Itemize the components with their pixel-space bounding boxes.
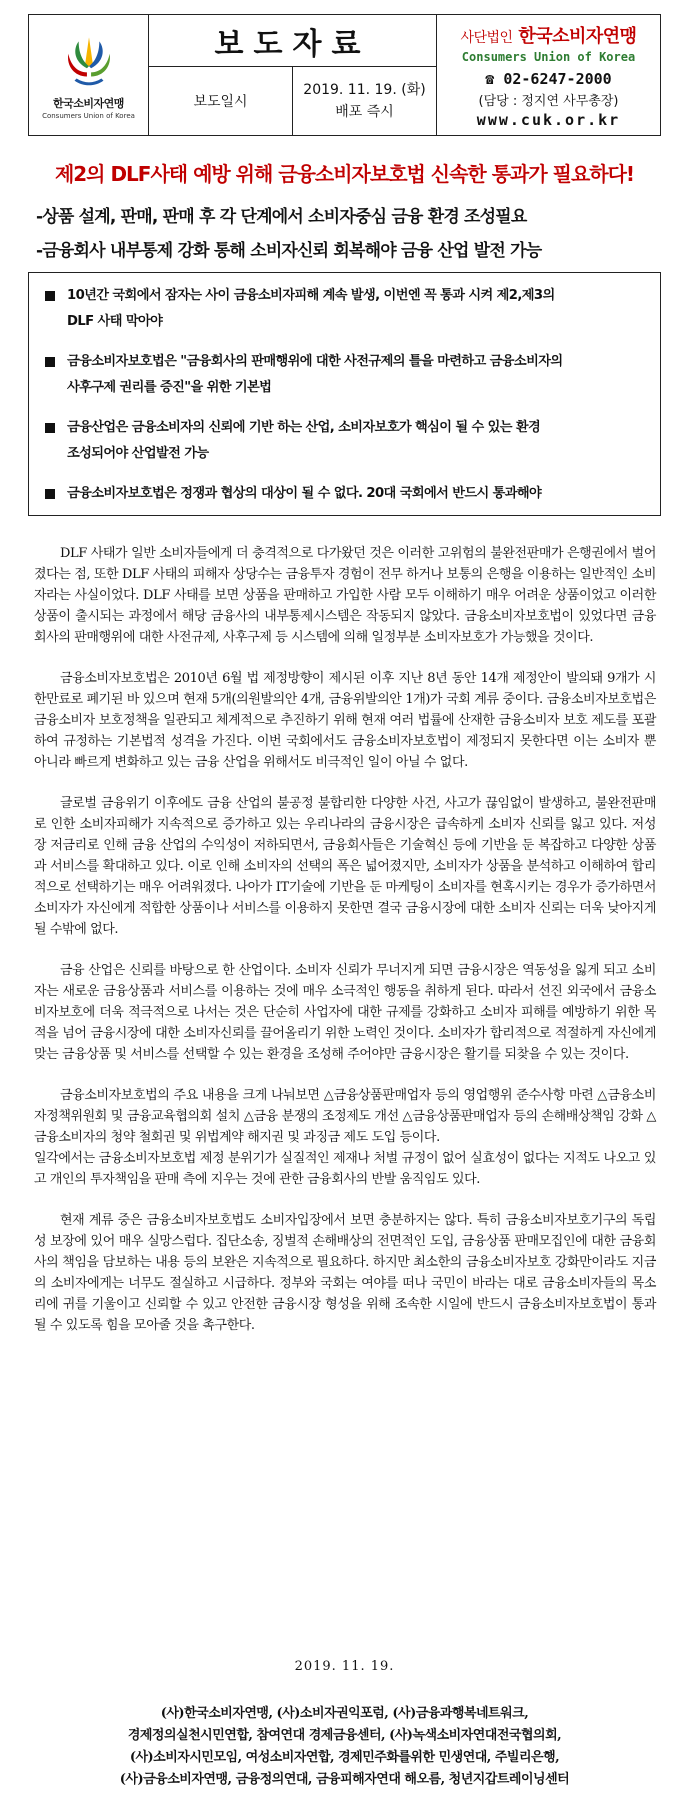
closing-date: 2019. 11. 19. (294, 1659, 395, 1674)
logo-name-ko: 한국소비자연맹 (53, 96, 124, 110)
summary-box (28, 272, 661, 516)
body-paragraph: 현재 계류 중은 금융소비자보호법도 소비자입장에서 보면 충분하지는 않다. 특히 금융소비자보호기구의 독립성 보장에 있어 매우 실망스럽다. 집단소송, 징벌적 손해배상의 전면적인 도입, 금융상품 판매모집인에 대한 금융회사의 책임을 담보하는 내용 등의 보완은 지속적으로 필요하다. 하지만 최소한의 금융소비자보호 강화만이라도 지금의 소비자에게는 너무도 절실하고 시급하다. 정부와 국회는 여야를 떠나 국민이 바라는 대로 금융소비자들의 목소리에 귀를 기울이고 신뢰할 수 있고 안전한 금융시장 형성을 위해 조속한 시일에 반드시 금융소비자보호법이 통과될 수 있도록 힘을 모아줄 것을 촉구한다. (34, 1213, 656, 1333)
organization-line: 경제정의실천시민연합, 참여연대 경제금융센터, (사)녹색소비자연대전국협의회, (127, 1728, 562, 1743)
body-paragraph: 금융소비자보호법은 2010년 6월 법 제정방향이 제시된 이후 지난 8년 동안 14개 제정안이 발의돼 9개가 시한만료로 폐기된 바 있으며 현재 5개(의원발의안 4개, 금융위발의안 1개)가 국회 계류 중이다. 금융소비자보호법은 금융소비자 보호정책을 일관되고 체계적으로 추진하기 위해 현재 여러 법률에 산재한 금융소비자 보호 제도를 포괄하여 규정하는 기본법적 성격을 가진다. 이번 국회에서도 금융소비자보호법이 제정되지 못한다면 이는 소비자 뿐 아니라 빠르게 변화하고 있는 금융 산업을 위해서도 비극적인 일이 아닐 수 없다. (34, 671, 656, 770)
body-paragraph: 일각에서는 금융소비자보호법 제정 분위기가 실질적인 제재나 처벌 규정이 없어 실효성이 없다는 지적도 나오고 있고 개인의 투자책임을 판매 측에 지우는 것에 관한 금융회사의 반발 움직임도 있다. (34, 1151, 656, 1187)
org-prefix: 사단법인 (460, 29, 513, 46)
consumers-union-logo-icon (58, 31, 120, 93)
summary-item-line: 조성되어야 산업발전 가능 (67, 446, 209, 461)
bullet-square-icon (45, 357, 55, 367)
body-paragraph: DLF 사태가 일반 소비자들에게 더 충격적으로 다가왔던 것은 이러한 고위험의 불완전판매가 은행권에서 벌어졌다는 점, 또한 DLF 사태의 피해자 상당수는 금융투자 경험이 전무 하거나 보통의 은행을 이용하는 일반적인 소비자라는 사실이었다. DLF 사태를 보면 상품을 판매하고 가입한 사람 모두 이해하기 매우 어려운 상품이었고 이러한 상품이 출시되는 과정에서 해당 금융사의 내부통제시스템은 작동되지 않았다. 금융소비자보호법이 있었다면 금융회사의 판매행위에 대한 사전규제, 사후구제 등 시스템에 의해 일정부분 소비자보호가 가능했을 것이다. (34, 546, 656, 645)
summary-item-line: 금융산업은 금융소비자의 신뢰에 기반 하는 산업, 소비자보호가 핵심이 될 수 있는 환경 (67, 420, 541, 435)
organization-line: (사)한국소비자연맹, (사)소비자권익포럼, (사)금융과행복네트워크, (160, 1706, 529, 1721)
subheadline-2: -금융회사 내부통제 강화 통해 소비자신뢰 회복해야 금융 산업 발전 가능 (36, 241, 542, 261)
body-paragraph: 금융소비자보호법의 주요 내용을 크게 나눠보면 △금융상품판매업자 등의 영업행위 준수사항 마련 △금융소비자정책위원회 및 금융교육협의회 설치 △금융 분쟁의 조정제도 개선 △금융상품판매업자 등의 손해배상책임 강화 △금융소비자의 청약 철회권 및 위법계약 해지권 및 과징금 제도 도입 등이다. (34, 1088, 656, 1145)
organization-line: (사)금융소비자연맹, 금융정의연대, 금융피해자연대 해오름, 청년지갑트레이닝센터 (119, 1772, 570, 1787)
bullet-square-icon (45, 291, 55, 301)
body-paragraph: 금융 산업은 신뢰를 바탕으로 한 산업이다. 소비자 신뢰가 무너지게 되면 금융시장은 역동성을 잃게 되고 소비자는 새로운 금융상품과 서비스를 이용하는 것에 매우 소극적인 행동을 취하게 된다. 따라서 선진 외국에서 금융소비자보호에 더욱 적극적으로 나서는 것은 단순히 사업자에 대한 규제를 강화하고 소비자 피해를 예방하기 위한 목적을 넘어 금융시장에 대한 소비자신뢰를 끌어올리기 위한 노력인 것이다. 소비자가 합리적으로 적절하게 자신에게 맞는 금융상품 및 서비스를 선택할 수 있는 환경을 조성해 주어야만 금융시장은 활기를 되찾을 수 있는 것이다. (34, 963, 656, 1062)
document-title: 보도자료 (149, 15, 437, 67)
signatory-organizations (28, 1703, 661, 1791)
org-name-en: Consumers Union of Korea (461, 49, 636, 64)
release-date: 2019. 11. 19. (화) (303, 82, 426, 98)
main-headline: 제2의 DLF사태 예방 위해 금융소비자보호법 신속한 통과가 필요하다! (54, 162, 635, 186)
org-contact-person: (담당 : 정지연 사무총장) (478, 93, 619, 109)
bullet-square-icon (45, 423, 55, 433)
logo (29, 31, 148, 120)
release-date-cell (293, 67, 437, 136)
org-name-text: 한국소비자연맹 (518, 25, 637, 47)
bullet-square-icon (45, 489, 55, 499)
summary-item (45, 481, 642, 507)
press-release-header (28, 14, 661, 136)
summary-item-line: 금융소비자보호법은 정쟁과 협상의 대상이 될 수 없다. 20대 국회에서 반드시 통과해야 (67, 486, 542, 501)
org-website: www.cuk.or.kr (476, 110, 621, 129)
article-body (34, 543, 656, 1356)
summary-item-line: 10년간 국회에서 잠자는 사이 금융소비자피해 계속 발생, 이번엔 꼭 통과 시켜 제2,제3의 (67, 288, 555, 303)
summary-item (45, 283, 642, 335)
body-paragraph: 글로벌 금융위기 이후에도 금융 산업의 불공정 불합리한 다양한 사건, 사고가 끊임없이 발생하고, 불완전판매로 인한 소비자피해가 지속적으로 증가하고 있는 우리나라의 금융시장은 급속하게 소비자 신뢰를 잃고 있다. 저성장 저금리로 인해 금융 산업의 수익성이 저하되면서, 금융회사들은 기술혁신 등에 기반을 둔 복잡하고 다양한 상품과 서비스를 확대하고 있다. 이로 인해 소비자의 선택의 폭은 넓어졌지만, 소비자가 상품을 분석하고 이해하여 합리적으로 선택하기는 매우 어려워졌다. 나아가 IT기술에 기반을 둔 마케팅이 소비자를 현혹시키는 경우가 증가하면서 소비자가 자신에게 적합한 상품이나 서비스를 이용하지 못한면 결국 금융시장에 대한 소비자 신뢰는 더욱 낮아지게 될 수밖에 없다. (34, 796, 656, 937)
org-phone: ☎ 02-6247-2000 (485, 69, 612, 88)
summary-item (45, 349, 642, 401)
organization-info (437, 15, 661, 136)
release-note: 배포 즉시 (335, 104, 394, 120)
org-name (437, 22, 660, 48)
subheadline-1: -상품 설계, 판매, 판매 후 각 단계에서 소비자중심 금융 환경 조성필요 (36, 207, 527, 227)
logo-cell (29, 15, 149, 136)
summary-item-line: 금융소비자보호법은 "금융회사의 판매행위에 대한 사전규제의 틀을 마련하고 금융소비자의 (67, 354, 563, 369)
summary-item-line: DLF 사태 막아야 (67, 314, 163, 329)
summary-item (45, 415, 642, 467)
logo-name-en: Consumers Union of Korea (42, 111, 135, 120)
release-label: 보도일시 (149, 67, 293, 136)
organization-line: (사)소비자시민모임, 여성소비자연합, 경제민주화를위한 민생연대, 주빌리은행, (129, 1750, 560, 1765)
summary-item-line: 사후구제 권리를 증진"을 위한 기본법 (67, 380, 272, 395)
